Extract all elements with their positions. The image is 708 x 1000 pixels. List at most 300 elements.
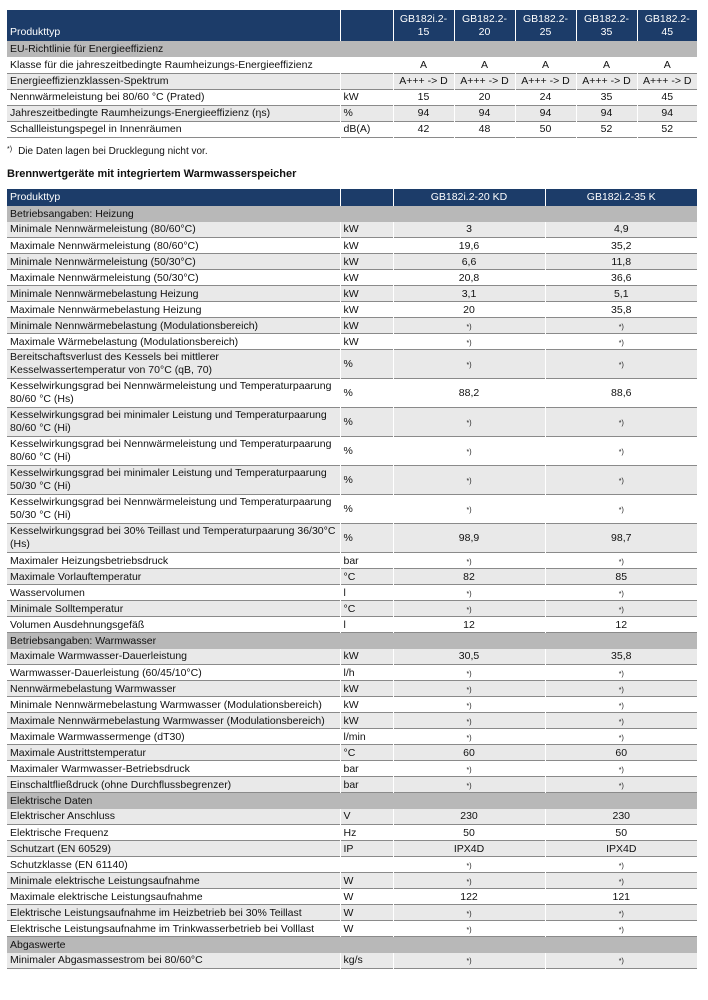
row-value: [393, 408, 545, 437]
footnote-ref: *): [466, 862, 472, 870]
section-title: Elektrische Daten: [7, 793, 697, 809]
header-model: [576, 10, 637, 41]
row-label: Energieeffizienzklassen-Spektrum: [7, 73, 340, 89]
table-row: [7, 524, 697, 553]
header-model-line: 25: [539, 25, 552, 38]
row-value: [545, 697, 697, 713]
footnote-ref: *): [466, 782, 472, 790]
table-row: [7, 921, 697, 937]
row-value: [545, 761, 697, 777]
header-model: GB182i.2-35 K: [586, 190, 656, 203]
table-row: [7, 238, 697, 254]
row-value: 88,6: [545, 379, 697, 408]
row-value: [393, 713, 545, 729]
footnote-text: Die Daten lagen bei Drucklegung nicht vor.: [18, 145, 208, 157]
table-row: [7, 105, 697, 121]
row-value: 48: [454, 121, 515, 137]
row-unit: %: [340, 437, 393, 466]
table-row: [7, 649, 697, 665]
row-value: [393, 350, 545, 379]
table-row: [7, 777, 697, 793]
row-unit: kW: [340, 713, 393, 729]
row-unit: [340, 57, 393, 73]
row-value: [393, 905, 545, 921]
row-value: 230: [393, 809, 545, 825]
row-label: Maximale Nennwärmebelastung Heizung: [7, 302, 340, 318]
row-value: [393, 921, 545, 937]
energy-efficiency-table: [7, 10, 697, 138]
row-value: A+++ -> D: [576, 73, 637, 89]
row-value: 60: [545, 745, 697, 761]
table-row: [7, 617, 697, 633]
row-value: [545, 585, 697, 601]
row-value: 15: [393, 89, 454, 105]
table-row: [7, 697, 697, 713]
row-unit: kW: [340, 286, 393, 302]
footnote-ref: *): [618, 910, 624, 918]
row-unit: [340, 857, 393, 873]
row-value: 122: [393, 889, 545, 905]
row-label: Nennwärmeleistung bei 80/60 °C (Prated): [7, 89, 340, 105]
table-row: [7, 270, 697, 286]
footnote-ref: *): [466, 590, 472, 598]
row-label: Minimaler Abgasmassestrom bei 80/60°C: [7, 953, 340, 969]
table-row: [7, 286, 697, 302]
footnote-ref: *): [466, 766, 472, 774]
header-model-line: 20: [478, 25, 491, 38]
table-row: [7, 729, 697, 745]
row-value: 20,8: [393, 270, 545, 286]
row-value: [545, 857, 697, 873]
row-value: [393, 553, 545, 569]
footnote-ref: *): [466, 606, 472, 614]
row-unit: dB(A): [340, 121, 393, 137]
table-row: [7, 745, 697, 761]
table-row: [7, 57, 697, 73]
footnote-ref: *): [618, 449, 624, 456]
header-model-line: 45: [661, 25, 674, 38]
row-label: Minimale Nennwärmebelastung (Modulationsbereich): [7, 318, 340, 334]
header-product-type: Produkttyp: [7, 10, 340, 41]
row-unit: l: [340, 617, 393, 633]
row-unit: l: [340, 585, 393, 601]
row-value: [545, 873, 697, 889]
row-value: A: [454, 57, 515, 73]
row-unit: bar: [340, 761, 393, 777]
row-value: 12: [545, 617, 697, 633]
footnote-ref: *): [618, 507, 624, 514]
row-unit: kW: [340, 681, 393, 697]
row-label: Kesselwirkungsgrad bei 30% Teillast und Temperaturpaarung 36/30°C (Hs): [7, 524, 340, 553]
footnote-ref: *): [466, 420, 472, 427]
section-row: [7, 633, 697, 649]
row-value: [545, 495, 697, 524]
row-value: 36,6: [545, 270, 697, 286]
row-value: [545, 729, 697, 745]
row-unit: IP: [340, 841, 393, 857]
row-value: 94: [576, 105, 637, 121]
row-value: 230: [545, 809, 697, 825]
row-unit: W: [340, 873, 393, 889]
row-value: 4,9: [545, 222, 697, 238]
row-unit: bar: [340, 553, 393, 569]
row-label: Jahreszeitbedingte Raumheizungs-Energieeffizienz (ηs): [7, 105, 340, 121]
table-row: [7, 89, 697, 105]
row-label: Minimale Solltemperatur: [7, 601, 340, 617]
footnote-ref: *): [466, 478, 472, 485]
row-value: 52: [637, 121, 697, 137]
section-row: [7, 41, 697, 57]
header-unit: [340, 189, 393, 206]
table-row: [7, 601, 697, 617]
table-row: [7, 73, 697, 89]
header-model-line: 35: [600, 25, 613, 38]
row-value: [545, 713, 697, 729]
row-value: 94: [454, 105, 515, 121]
header-model: GB182i.2-20 KD: [393, 189, 545, 206]
row-label: Kesselwirkungsgrad bei Nennwärmeleistung und Temperaturpaarung 80/60 °C (Hs): [7, 379, 340, 408]
row-label: Maximale elektrische Leistungsaufnahme: [7, 889, 340, 905]
section-title: Abgaswerte: [7, 937, 697, 953]
row-value: 94: [637, 105, 697, 121]
table-row: [7, 222, 697, 238]
row-value: [393, 318, 545, 334]
table-row: [7, 553, 697, 569]
row-value: 19,6: [393, 238, 545, 254]
footnote-mark: *): [7, 145, 13, 153]
row-label: Kesselwirkungsgrad bei Nennwärmeleistung und Temperaturpaarung 80/60 °C (Hi): [7, 437, 340, 466]
row-unit: °C: [340, 745, 393, 761]
row-unit: %: [340, 379, 393, 408]
footnote-ref: *): [618, 686, 624, 694]
row-value: [393, 437, 545, 466]
row-label: Kesselwirkungsgrad bei Nennwärmeleistung und Temperaturpaarung 50/30 °C (Hi): [7, 495, 340, 524]
row-value: 50: [393, 825, 545, 841]
row-value: [545, 437, 697, 466]
row-value: [393, 665, 545, 681]
row-value: A: [393, 57, 454, 73]
row-value: 50: [515, 121, 576, 137]
row-label: Minimale Nennwärmeleistung (50/30°C): [7, 254, 340, 270]
row-value: 98,7: [545, 524, 697, 553]
row-label: Maximale Nennwärmeleistung (80/60°C): [7, 238, 340, 254]
table-row: [7, 809, 697, 825]
row-unit: %: [340, 350, 393, 379]
table-row: [7, 889, 697, 905]
footnote-ref: *): [618, 558, 624, 566]
footnote-ref: *): [466, 339, 472, 347]
row-value: [545, 777, 697, 793]
table-row: [7, 302, 697, 318]
row-value: [393, 873, 545, 889]
row-label: Elektrische Leistungsaufnahme im Heizbetrieb bei 30% Teillast: [7, 905, 340, 921]
table-row: [7, 350, 697, 379]
row-value: [545, 681, 697, 697]
row-value: [545, 318, 697, 334]
row-value: 6,6: [393, 254, 545, 270]
row-value: [393, 585, 545, 601]
row-value: [393, 495, 545, 524]
footnote-ref: *): [466, 362, 472, 369]
footnote-ref: *): [618, 339, 624, 347]
footnote-ref: *): [466, 878, 472, 886]
row-value: [545, 553, 697, 569]
row-value: 88,2: [393, 379, 545, 408]
footnote-ref: *): [466, 507, 472, 514]
footnote-ref: *): [618, 362, 624, 369]
row-value: A: [576, 57, 637, 73]
row-label: Maximale Wärmebelastung (Modulationsbereich): [7, 334, 340, 350]
table-row: [7, 318, 697, 334]
row-unit: l/h: [340, 665, 393, 681]
row-value: 35,2: [545, 238, 697, 254]
footnote-ref: *): [618, 478, 624, 485]
section-row: [7, 937, 697, 953]
header-model: [393, 10, 454, 41]
row-label: Kesselwirkungsgrad bei minimaler Leistung und Temperaturpaarung 50/30 °C (Hi): [7, 466, 340, 495]
row-label: Elektrische Frequenz: [7, 825, 340, 841]
table-row: [7, 665, 697, 681]
footnote-ref: *): [618, 878, 624, 886]
row-label: Maximale Warmwasser-Dauerleistung: [7, 649, 340, 665]
footnote-ref: *): [466, 958, 472, 966]
row-unit: W: [340, 889, 393, 905]
table-row: [7, 379, 697, 408]
row-label: Maximale Austrittstemperatur: [7, 745, 340, 761]
row-unit: %: [340, 495, 393, 524]
row-label: Schutzklasse (EN 61140): [7, 857, 340, 873]
footnote-ref: *): [466, 718, 472, 726]
table-row: [7, 713, 697, 729]
row-value: 42: [393, 121, 454, 137]
row-value: [545, 905, 697, 921]
row-unit: V: [340, 809, 393, 825]
row-unit: kW: [340, 318, 393, 334]
row-value: 94: [393, 105, 454, 121]
row-label: Maximale Warmwassermenge (dT30): [7, 729, 340, 745]
row-value: A+++ -> D: [637, 73, 697, 89]
table-row: [7, 437, 697, 466]
header-model-line: GB182i.2-: [399, 12, 448, 25]
row-value: 5,1: [545, 286, 697, 302]
row-value: 35,8: [545, 302, 697, 318]
row-label: Minimale elektrische Leistungsaufnahme: [7, 873, 340, 889]
row-label: Maximale Nennwärmeleistung (50/30°C): [7, 270, 340, 286]
footnote-ref: *): [618, 782, 624, 790]
table-row: [7, 905, 697, 921]
row-unit: W: [340, 921, 393, 937]
row-value: [545, 466, 697, 495]
footnote-ref: *): [466, 702, 472, 710]
row-label: Minimale Nennwärmeleistung (80/60°C): [7, 222, 340, 238]
row-value: 98,9: [393, 524, 545, 553]
header-unit: [340, 10, 393, 41]
row-value: [393, 761, 545, 777]
header-model-line: 15: [417, 25, 430, 38]
table-row: [7, 569, 697, 585]
row-label: Einschaltfließdruck (ohne Durchflussbegrenzer): [7, 777, 340, 793]
row-unit: kW: [340, 270, 393, 286]
row-value: 24: [515, 89, 576, 105]
footnote-ref: *): [618, 590, 624, 598]
footnote-ref: *): [466, 323, 472, 331]
footnote-ref: *): [466, 910, 472, 918]
row-value: [393, 953, 545, 969]
row-value: [545, 601, 697, 617]
row-unit: kW: [340, 302, 393, 318]
footnote-ref: *): [618, 926, 624, 934]
header-model-line: GB182.2-: [584, 12, 629, 25]
footnote-ref: *): [618, 420, 624, 427]
footnote-ref: *): [618, 606, 624, 614]
table-row: [7, 841, 697, 857]
row-unit: kW: [340, 238, 393, 254]
row-value: 30,5: [393, 649, 545, 665]
row-value: 3: [393, 222, 545, 238]
header-product-type: Produkttyp: [7, 189, 340, 206]
footnote-ref: *): [618, 323, 624, 331]
row-unit: kW: [340, 649, 393, 665]
row-value: 12: [393, 617, 545, 633]
table-header-row: [7, 189, 697, 206]
row-value: A+++ -> D: [454, 73, 515, 89]
table-row: [7, 681, 697, 697]
row-unit: %: [340, 524, 393, 553]
table-row: [7, 953, 697, 969]
row-value: 35: [576, 89, 637, 105]
header-model: [515, 10, 576, 41]
row-value: [545, 953, 697, 969]
row-value: [393, 334, 545, 350]
header-model-line: GB182.2-: [644, 12, 690, 25]
row-value: 60: [393, 745, 545, 761]
table-row: [7, 334, 697, 350]
footnote-ref: *): [466, 686, 472, 694]
product-specs-table: [7, 189, 697, 970]
row-value: [545, 350, 697, 379]
row-label: Nennwärmebelastung Warmwasser: [7, 681, 340, 697]
header-model-line: GB182.2-: [462, 12, 507, 25]
footnote-ref: *): [618, 958, 624, 966]
row-unit: l/min: [340, 729, 393, 745]
row-value: [393, 857, 545, 873]
row-value: 11,8: [545, 254, 697, 270]
row-unit: °C: [340, 601, 393, 617]
row-value: [393, 777, 545, 793]
table-row: [7, 585, 697, 601]
row-value: [545, 921, 697, 937]
section-title: Betriebsangaben: Heizung: [7, 206, 697, 222]
row-label: Maximale Nennwärmebelastung Warmwasser (Modulationsbereich): [7, 713, 340, 729]
footnote-ref: *): [466, 670, 472, 678]
row-value: 85: [545, 569, 697, 585]
footnote-ref: *): [466, 558, 472, 566]
footnote-ref: *): [618, 766, 624, 774]
table-header-row: [7, 10, 697, 41]
row-unit: kW: [340, 222, 393, 238]
table-row: [7, 873, 697, 889]
row-value: 45: [637, 89, 697, 105]
row-value: 20: [454, 89, 515, 105]
table-row: [7, 466, 697, 495]
row-value: A+++ -> D: [393, 73, 454, 89]
row-value: 50: [545, 825, 697, 841]
row-value: 3,1: [393, 286, 545, 302]
table-row: [7, 761, 697, 777]
footnote-ref: *): [618, 702, 624, 710]
header-model: [454, 10, 515, 41]
row-value: 35,8: [545, 649, 697, 665]
row-value: A: [515, 57, 576, 73]
row-unit: bar: [340, 777, 393, 793]
row-value: [393, 466, 545, 495]
row-value: [545, 665, 697, 681]
header-model-line: GB182.2-: [523, 12, 568, 25]
row-value: 52: [576, 121, 637, 137]
section-heading: Brennwertgeräte mit integriertem Warmwasserspeicher: [7, 167, 297, 180]
section-title: Betriebsangaben: Warmwasser: [7, 633, 697, 649]
row-value: IPX4D: [545, 841, 697, 857]
footnote-ref: *): [618, 670, 624, 678]
table-row: [7, 857, 697, 873]
row-value: A+++ -> D: [515, 73, 576, 89]
row-value: [545, 334, 697, 350]
section-row: [7, 206, 697, 222]
row-label: Warmwasser-Dauerleistung (60/45/10°C): [7, 665, 340, 681]
footnote-ref: *): [618, 862, 624, 870]
row-label: Maximale Vorlauftemperatur: [7, 569, 340, 585]
row-value: [393, 729, 545, 745]
row-value: [393, 601, 545, 617]
row-label: Schallleistungspegel in Innenräumen: [7, 121, 340, 137]
row-value: A: [637, 57, 697, 73]
row-unit: kg/s: [340, 953, 393, 969]
row-label: Maximaler Warmwasser-Betriebsdruck: [7, 761, 340, 777]
row-value: 82: [393, 569, 545, 585]
footnote-ref: *): [466, 449, 472, 456]
table-row: [7, 254, 697, 270]
row-label: Klasse für die jahreszeitbedingte Raumheizungs-Energieeffizienz: [7, 57, 340, 73]
section-title: EU-Richtlinie für Energieeffizienz: [7, 41, 697, 57]
row-value: IPX4D: [393, 841, 545, 857]
table-row: [7, 495, 697, 524]
row-label: Minimale Nennwärmebelastung Heizung: [7, 286, 340, 302]
row-label: Bereitschaftsverlust des Kessels bei mittlerer Kesselwassertemperatur von 70°C (qB, 70): [7, 350, 340, 379]
row-unit: °C: [340, 569, 393, 585]
row-value: 121: [545, 889, 697, 905]
row-unit: kW: [340, 334, 393, 350]
table-row: [7, 121, 697, 137]
row-label: Wasservolumen: [7, 585, 340, 601]
row-label: Kesselwirkungsgrad bei minimaler Leistung und Temperaturpaarung 80/60 °C (Hi): [7, 408, 340, 437]
row-unit: %: [340, 105, 393, 121]
row-unit: kW: [340, 89, 393, 105]
row-label: Volumen Ausdehnungsgefäß: [7, 617, 340, 633]
row-value: 20: [393, 302, 545, 318]
row-unit: Hz: [340, 825, 393, 841]
row-unit: %: [340, 466, 393, 495]
row-value: [393, 697, 545, 713]
footnote-ref: *): [466, 926, 472, 934]
row-label: Maximaler Heizungsbetriebsdruck: [7, 553, 340, 569]
row-label: Schutzart (EN 60529): [7, 841, 340, 857]
row-label: Elektrischer Anschluss: [7, 809, 340, 825]
row-unit: [340, 73, 393, 89]
footnote-ref: *): [618, 718, 624, 726]
row-value: [545, 408, 697, 437]
footnote: [7, 143, 697, 157]
footnote-ref: *): [466, 734, 472, 742]
